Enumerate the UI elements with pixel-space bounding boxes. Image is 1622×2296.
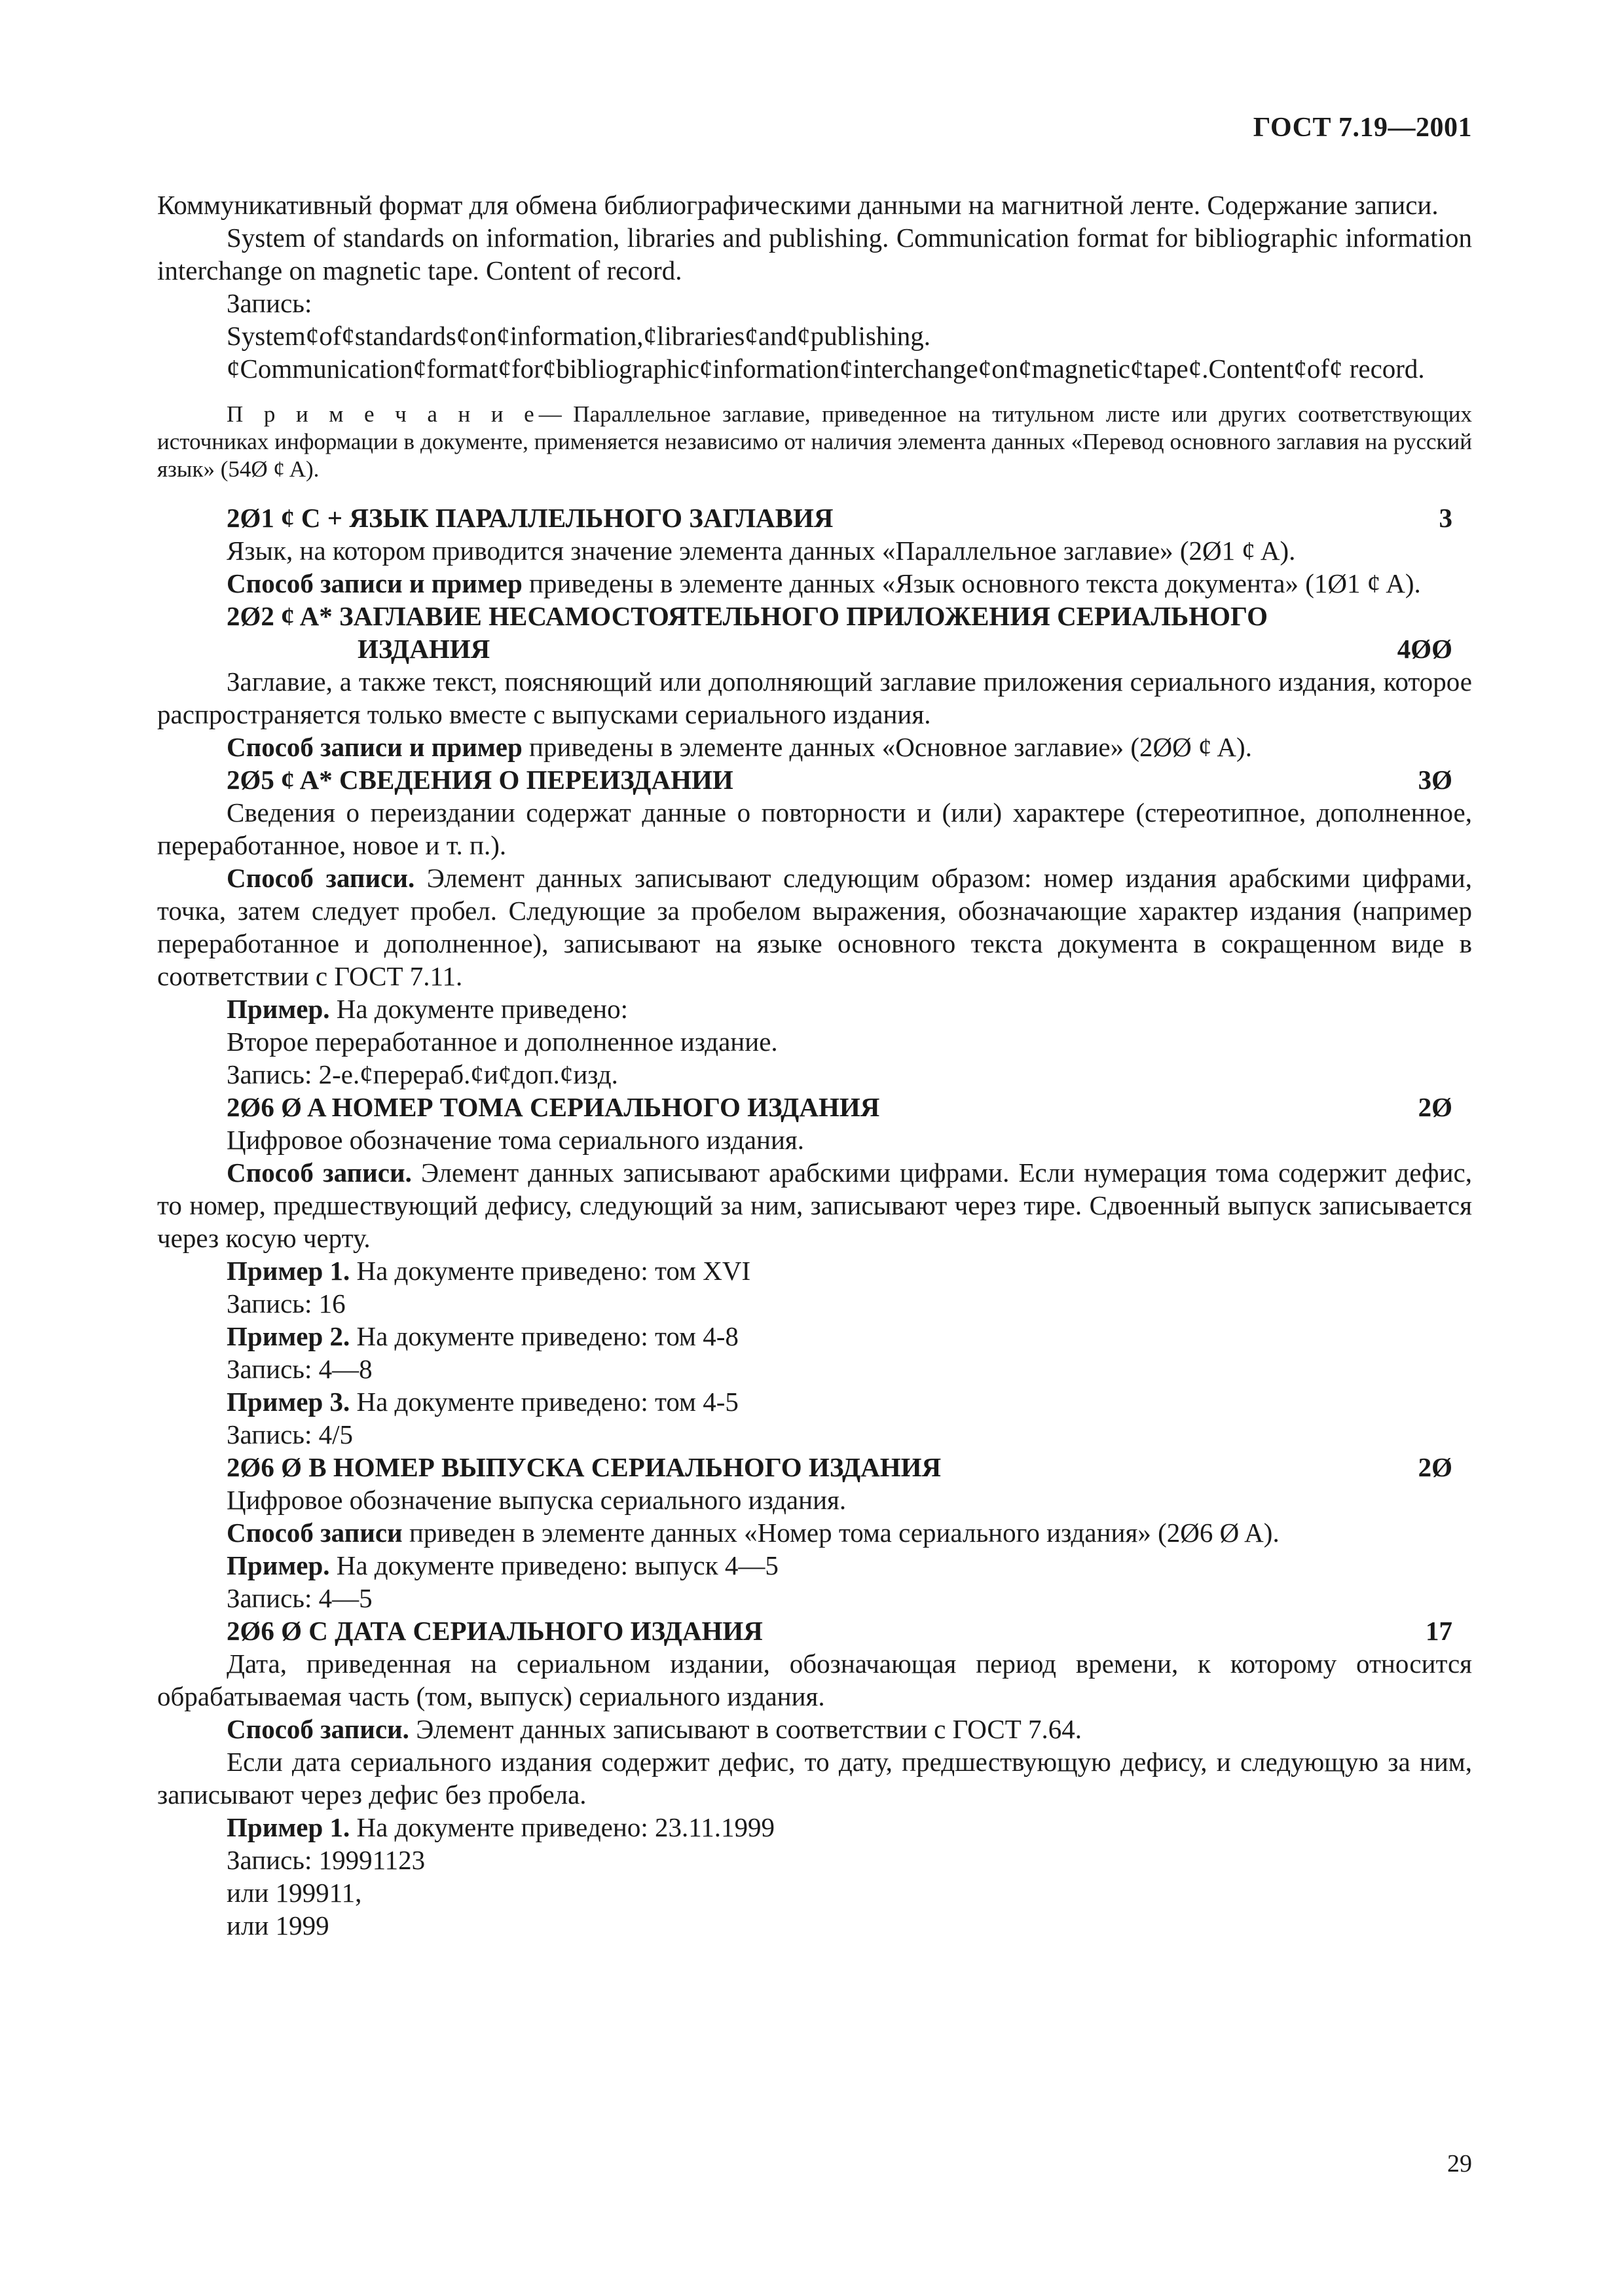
record-line: ȼCommunication⁠ȼformat⁠ȼfor⁠ȼbibliographic⁠ȼinformation⁠ȼinterchange⁠ȼon⁠ȼmagnetic⁠ȼtape⁠ȼ.Content⁠ȼof⁠ȼ record.	[227, 354, 1425, 384]
paragraph: Сведения о переиздании содержат данные о повторности и (или) характере (стереотипное, дополненное, переработанное, новое и т. п.).	[157, 797, 1472, 860]
intro-paragraph: Коммуникативный формат для обмена библиографическими данными на магнитной ленте. Содержание записи.	[157, 190, 1439, 220]
field-heading	[157, 600, 1472, 665]
record-line: Запись: 16	[227, 1288, 346, 1319]
field-title-cont: ИЗДАНИЯ	[358, 634, 490, 664]
field-length: 17	[1426, 1616, 1452, 1646]
standard-code: ГОСТ 7.19—2001	[1253, 113, 1472, 143]
note	[157, 401, 1472, 483]
paragraph: Язык, на котором приводится значение элемента данных «Параллельное заглавие» (2Ø1 ȼ A).	[227, 536, 1296, 566]
intro-english: System of standards on information, libraries and publishing. Communication format for bibliographic information interchange on magnetic tape. Content of record.	[157, 223, 1472, 285]
record-line: или 1999	[227, 1910, 329, 1941]
field-title: 2Ø1 ȼ C + ЯЗЫК ПАРАЛЛЕЛЬНОГО ЗАГЛАВИЯ	[227, 503, 834, 533]
record-line: System⁠ȼof⁠ȼstandards⁠ȼon⁠ȼinformation,⁠ȼlibraries⁠ȼand⁠ȼpublishing.	[227, 321, 931, 351]
field-heading	[157, 501, 1472, 534]
field-length: 3Ø	[1418, 765, 1452, 795]
field-length: 3	[1439, 503, 1452, 533]
example-line: Второе переработанное и дополненное издание.	[227, 1027, 778, 1057]
example: Пример 1. На документе приведено: 23.11.1999	[227, 1812, 775, 1842]
example: Пример 1. На документе приведено: том XVI	[227, 1256, 751, 1286]
paragraph: Способ записи и пример приведены в элементе данных «Основное заглавие» (2ØØ ȼ A).	[227, 732, 1252, 762]
field-length: 2Ø	[1418, 1452, 1452, 1482]
record-line: или 199911,	[227, 1878, 362, 1908]
field-title: 2Ø2 ȼ A* ЗАГЛАВИЕ НЕСАМОСТОЯТЕЛЬНОГО ПРИЛОЖЕНИЯ СЕРИАЛЬНОГО	[227, 601, 1268, 631]
record-line: Запись: 4/5	[227, 1419, 354, 1449]
field-heading	[157, 763, 1472, 796]
paragraph: Способ записи. Элемент данных записывают в соответствии с ГОСТ 7.64.	[227, 1714, 1082, 1744]
field-title: 2Ø6 Ø B НОМЕР ВЫПУСКА СЕРИАЛЬНОГО ИЗДАНИЯ	[227, 1452, 942, 1482]
field-length: 4ØØ	[1397, 634, 1452, 664]
paragraph: Дата, приведенная на сериальном издании, обозначающая период времени, к которому относится обрабатываемая часть (том, выпуск) сериального издания.	[157, 1649, 1472, 1711]
field-heading	[157, 1091, 1472, 1123]
note-text: — Параллельное заглавие, приведенное на титульном листе или других соответствующих источниках информации в документе, применяется независимо от наличия элемента данных «Перевод основного заглавия на русский язык» (54Ø ȼ A).	[157, 401, 1472, 482]
record-line: Запись: 2-е.ȼперераб.ȼи⁠ȼдоп.ȼизд.	[227, 1059, 618, 1089]
example: Пример 2. На документе приведено: том 4-8	[227, 1321, 739, 1351]
field-title: 2Ø6 Ø C ДАТА СЕРИАЛЬНОГО ИЗДАНИЯ	[227, 1616, 763, 1646]
example: Пример 3. На документе приведено: том 4-5	[227, 1387, 739, 1417]
paragraph: Цифровое обозначение тома сериального издания.	[227, 1125, 805, 1155]
example: Пример. На документе приведено:	[227, 994, 628, 1024]
paragraph: Способ записи и пример приведены в элементе данных «Язык основного текста документа» (1Ø1 ȼ A).	[227, 568, 1421, 598]
example: Пример. На документе приведено: выпуск 4—5	[227, 1550, 779, 1580]
paragraph: Заглавие, а также текст, поясняющий или дополняющий заглавие приложения сериального издания, которое распространяется только вместе с выпусками сериального издания.	[157, 666, 1472, 729]
page-number: 29	[1447, 2150, 1472, 2178]
field-heading	[157, 1614, 1472, 1647]
record-line: Запись: 19991123	[227, 1845, 426, 1875]
paragraph: Если дата сериального издания содержит дефис, то дату, предшествующую дефису, и следующую за ним, записывают через дефис без пробела.	[157, 1747, 1472, 1810]
record-line: Запись: 4—5	[227, 1583, 373, 1613]
field-title: 2Ø5 ȼ A* СВЕДЕНИЯ О ПЕРЕИЗДАНИИ	[227, 765, 733, 795]
paragraph: Цифровое обозначение выпуска сериального издания.	[227, 1485, 847, 1515]
note-label: П р и м е ч а н и е	[227, 401, 539, 427]
field-length: 2Ø	[1418, 1092, 1452, 1122]
paragraph: Способ записи. Элемент данных записывают арабскими цифрами. Если нумерация тома содержит дефис, то номер, предшествующий дефису, следующий за ним, записывают через тире. Сдвоенный выпуск записывается через косую черту.	[157, 1157, 1473, 1253]
document-body	[157, 189, 1472, 1942]
field-title: 2Ø6 Ø A НОМЕР ТОМА СЕРИАЛЬНОГО ИЗДАНИЯ	[227, 1092, 880, 1122]
field-heading	[157, 1451, 1472, 1484]
record-line: Запись: 4—8	[227, 1354, 373, 1384]
record-label: Запись:	[227, 288, 312, 318]
paragraph: Способ записи. Элемент данных записывают следующим образом: номер издания арабскими цифрами, точка, затем следует пробел. Следующие за пробелом выражения, обозначающие характер издания (например переработанное и дополненное), записывают на языке основного текста документа в сокращенном виде в соответствии с ГОСТ 7.11.	[157, 863, 1472, 991]
paragraph: Способ записи приведен в элементе данных «Номер тома сериального издания» (2Ø6 Ø A).	[227, 1518, 1280, 1548]
